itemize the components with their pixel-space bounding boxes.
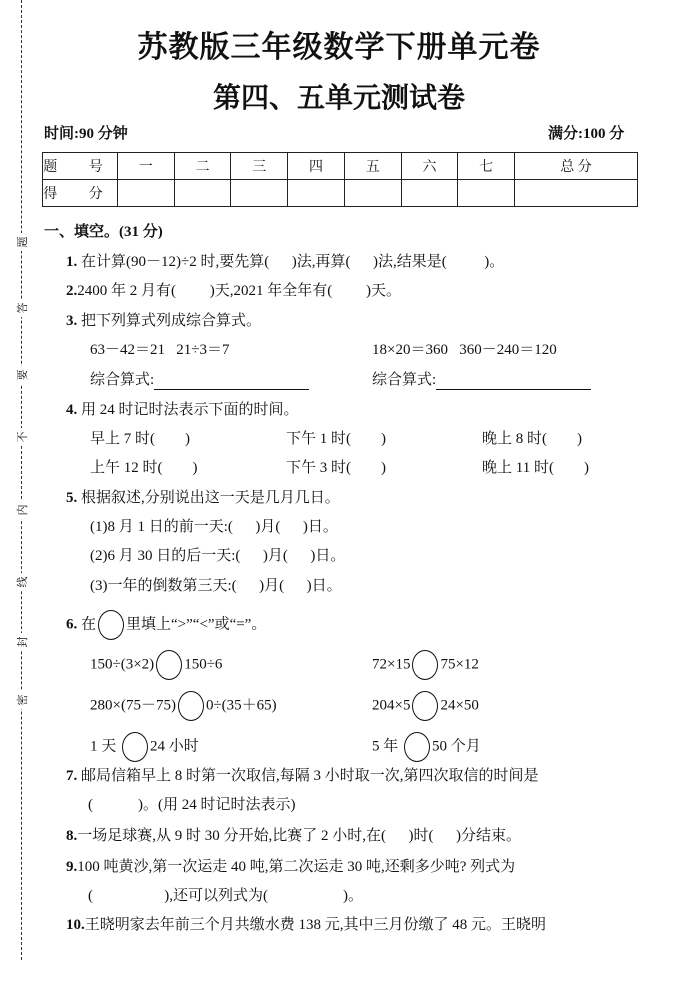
table-row (43, 153, 638, 180)
page-subtitle: 第四、五单元测试卷 (212, 83, 465, 114)
question-4 (66, 400, 299, 420)
table-cell: 得 分 (43, 180, 118, 207)
table-cell: 四 (288, 153, 345, 180)
table-cell: 五 (344, 153, 401, 180)
compare-right: 75×12 (440, 656, 479, 673)
margin-char: 线 (14, 573, 30, 591)
compare-circle[interactable] (122, 732, 148, 762)
compare-item (90, 650, 222, 680)
time-item: 上午 12 时( ) (90, 460, 198, 476)
question-number: 1. (66, 254, 78, 270)
compare-right: 24 小时 (150, 738, 199, 755)
question-8 (66, 826, 521, 846)
score-cell[interactable] (174, 180, 231, 207)
answer-label: 综合算式: (372, 372, 437, 388)
question-6 (66, 610, 266, 640)
question-text: 根据叙述,分别说出这一天是几月几日。 (81, 490, 340, 506)
time-item: 早上 7 时( ) (90, 431, 190, 447)
question-number: 3. (66, 313, 78, 329)
margin-char: 密 (14, 691, 30, 709)
question-text: 在 (81, 616, 97, 633)
equations-right: 18×20＝360 360－240＝120 (372, 342, 557, 358)
compare-left: 5 年 (372, 738, 399, 755)
compare-item (90, 732, 199, 762)
question-number: 10. (66, 917, 85, 933)
question-text: ( )。(用 24 时记时法表示) (88, 797, 296, 813)
compare-item (90, 691, 277, 721)
question-text: 2400 年 2 月有( )天,2021 年全年有( )天。 (77, 283, 401, 299)
compare-item (372, 650, 479, 680)
compare-circle[interactable] (404, 732, 430, 762)
margin-char: 要 (14, 366, 30, 384)
compare-circle[interactable] (412, 650, 438, 680)
compare-right: 24×50 (440, 697, 479, 714)
time-item: 下午 3 时( ) (286, 460, 386, 476)
compare-left: 72×15 (372, 656, 411, 673)
circle-icon (98, 610, 124, 640)
table-cell: 三 (231, 153, 288, 180)
section-heading: 一、填空。(31 分) (44, 224, 163, 240)
compare-item (372, 732, 481, 762)
time-limit: 时间:90 分钟 (44, 126, 128, 142)
question-7 (66, 766, 539, 786)
score-table (42, 152, 638, 207)
question-number: 5. (66, 490, 78, 506)
date-item: (1)8 月 1 日的前一天:( )月( )日。 (90, 519, 338, 535)
question-2 (66, 281, 401, 301)
answer-line-right (372, 370, 591, 390)
question-text: 用 24 时记时法表示下面的时间。 (81, 402, 299, 418)
score-cell[interactable] (231, 180, 288, 207)
table-cell: 一 (118, 153, 175, 180)
margin-char: 题 (14, 233, 30, 251)
margin-char: 封 (14, 633, 30, 651)
compare-right: 150÷6 (184, 656, 223, 673)
compare-circle[interactable] (178, 691, 204, 721)
score-cell[interactable] (118, 180, 175, 207)
question-text: 里填上“>”“<”或“=”。 (126, 616, 267, 633)
score-cell[interactable] (344, 180, 401, 207)
question-text: 邮局信箱早上 8 时第一次取信,每隔 3 小时取一次,第四次取信的时间是 (81, 768, 539, 784)
compare-circle[interactable] (412, 691, 438, 721)
table-cell: 题 号 (43, 153, 118, 180)
question-number: 7. (66, 768, 78, 784)
answer-blank[interactable] (154, 373, 309, 390)
date-item: (3)一年的倒数第三天:( )月( )日。 (90, 578, 342, 594)
question-1 (66, 252, 504, 272)
time-item: 下午 1 时( ) (286, 431, 386, 447)
answer-blank[interactable] (436, 373, 591, 390)
question-number: 6. (66, 616, 78, 633)
table-cell: 七 (458, 153, 515, 180)
question-text: ( ),还可以列式为( )。 (88, 888, 363, 904)
question-9 (66, 857, 515, 877)
question-number: 4. (66, 402, 78, 418)
margin-char: 答 (14, 299, 30, 317)
compare-left: 204×5 (372, 697, 411, 714)
compare-left: 280×(75－75) (90, 697, 176, 714)
margin-char: 不 (14, 428, 30, 446)
compare-right: 50 个月 (432, 738, 481, 755)
seal-line (21, 0, 22, 960)
compare-left: 150÷(3×2) (90, 656, 155, 673)
table-row (43, 180, 638, 207)
page-title: 苏教版三年级数学下册单元卷 (137, 31, 541, 64)
question-number: 2. (66, 283, 78, 299)
question-10 (66, 915, 546, 935)
time-item: 晚上 8 时( ) (482, 431, 582, 447)
full-score: 满分:100 分 (548, 126, 625, 142)
question-text: 把下列算式列成综合算式。 (81, 313, 262, 329)
date-item: (2)6 月 30 日的后一天:( )月( )日。 (90, 548, 346, 564)
table-cell: 总 分 (515, 153, 638, 180)
time-item: 晚上 11 时( ) (482, 460, 589, 476)
question-text: 100 吨黄沙,第一次运走 40 吨,第二次运走 30 吨,还剩多少吨? 列式为 (77, 859, 516, 875)
margin-char: 内 (14, 501, 30, 519)
compare-item (372, 691, 479, 721)
question-text: 王晓明家去年前三个月共缴水费 138 元,其中三月份缴了 48 元。王晓明 (84, 917, 547, 933)
score-cell[interactable] (515, 180, 638, 207)
question-text: 在计算(90－12)÷2 时,要先算( )法,再算( )法,结果是( )。 (81, 254, 505, 270)
compare-left: 1 天 (90, 738, 117, 755)
question-5 (66, 488, 340, 508)
question-number: 8. (66, 828, 78, 844)
score-cell[interactable] (401, 180, 458, 207)
question-number: 9. (66, 859, 78, 875)
equations-left: 63－42＝21 21÷3＝7 (90, 342, 230, 358)
compare-circle[interactable] (156, 650, 182, 680)
table-cell: 二 (174, 153, 231, 180)
score-cell[interactable] (458, 180, 515, 207)
question-text: 一场足球赛,从 9 时 30 分开始,比赛了 2 小时,在( )时( )分结束。 (77, 828, 521, 844)
answer-label: 综合算式: (90, 372, 155, 388)
answer-line-left (90, 370, 309, 390)
table-cell: 六 (401, 153, 458, 180)
compare-right: 0÷(35＋65) (205, 697, 277, 714)
question-3 (66, 311, 261, 331)
score-cell[interactable] (288, 180, 345, 207)
